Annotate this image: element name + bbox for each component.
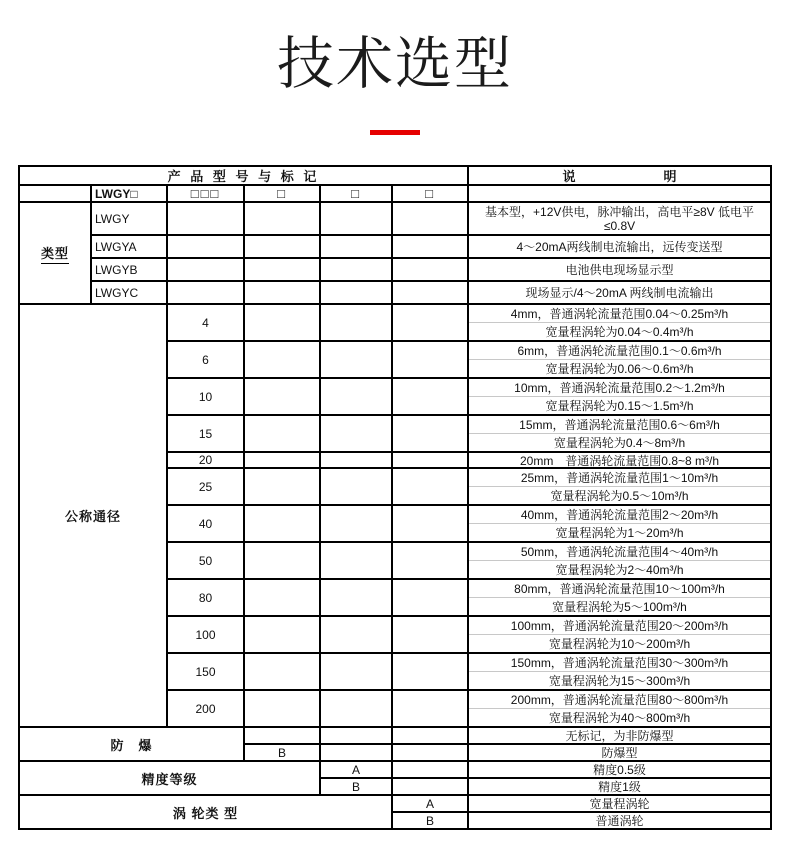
flow-range-wide: 宽量程涡轮为0.5～10m³/h xyxy=(550,489,689,503)
flow-range-normal: 4mm，普通涡轮流量范围0.04～0.25m³/h xyxy=(469,305,770,323)
accuracy-row xyxy=(321,779,770,794)
turbine-placeholder-box: □ xyxy=(393,186,469,201)
empty-cell xyxy=(321,654,393,689)
flow-range-normal: 6mm，普通涡轮流量范围0.1～0.6m³/h xyxy=(469,342,770,360)
empty-cell xyxy=(393,342,469,377)
header-product-model-label: 产 品 型 号 与 标 记 xyxy=(20,167,469,184)
empty-cell xyxy=(393,203,469,234)
empty-cell xyxy=(321,580,393,615)
spec-table xyxy=(18,165,772,830)
empty-cell xyxy=(393,691,469,726)
empty-cell xyxy=(321,691,393,726)
header-shuo: 说 xyxy=(562,169,576,184)
flow-range-wide: 宽量程涡轮为15～300m³/h xyxy=(548,674,691,688)
diameter-description xyxy=(469,691,770,726)
empty-cell xyxy=(20,186,92,201)
flow-range-wide: 宽量程涡轮为1～20m³/h xyxy=(555,526,684,540)
explosion-section xyxy=(20,728,770,762)
type-section xyxy=(20,203,770,305)
diameter-size: 80 xyxy=(168,580,245,615)
diameter-description xyxy=(469,506,770,541)
empty-cell xyxy=(393,506,469,541)
type-label-text: 类型 xyxy=(41,243,69,264)
flow-range-wide: 宽量程涡轮为0.04～0.4m³/h xyxy=(545,325,694,339)
header-description-label xyxy=(469,167,770,184)
empty-cell xyxy=(245,282,321,303)
empty-cell xyxy=(321,416,393,451)
diameter-size: 15 xyxy=(168,416,245,451)
empty-cell xyxy=(321,282,393,303)
flow-range-wide: 宽量程涡轮为40～800m³/h xyxy=(548,711,691,725)
type-description: 基本型，+12V供电，脉冲输出，高电平≥8V 低电平≤0.8V xyxy=(485,204,754,233)
accuracy-row xyxy=(321,762,770,779)
diameter-row xyxy=(168,453,770,469)
empty-cell xyxy=(245,236,321,257)
flow-range-wide: 宽量程涡轮为0.06～0.6m³/h xyxy=(545,362,694,376)
empty-cell xyxy=(393,654,469,689)
diameter-size: 40 xyxy=(168,506,245,541)
explosion-description: 无标记，为非防爆型 xyxy=(565,729,674,743)
model-marking-row xyxy=(20,186,770,203)
empty-cell xyxy=(321,543,393,578)
diameter-size: 150 xyxy=(168,654,245,689)
accuracy-section-label: 精度等级 xyxy=(20,762,321,794)
diameter-description xyxy=(469,469,770,504)
empty-cell xyxy=(393,416,469,451)
diameter-placeholder-boxes: □□□ xyxy=(168,186,245,201)
turbine-description: 宽量程涡轮 xyxy=(589,797,650,811)
empty-cell xyxy=(321,617,393,652)
diameter-section-label: 公称通径 xyxy=(20,305,168,726)
explosion-description: 防爆型 xyxy=(601,746,638,760)
empty-cell xyxy=(321,453,393,467)
diameter-description xyxy=(469,654,770,689)
empty-cell xyxy=(321,506,393,541)
turbine-row xyxy=(393,796,770,813)
accuracy-description: 精度1级 xyxy=(598,780,641,794)
empty-cell xyxy=(321,469,393,504)
empty-cell xyxy=(393,745,469,760)
accuracy-code: B xyxy=(321,779,393,794)
empty-cell xyxy=(321,745,393,760)
empty-cell xyxy=(469,186,770,201)
accuracy-description: 精度0.5级 xyxy=(593,763,646,777)
diameter-description xyxy=(469,416,770,451)
type-row xyxy=(92,259,770,282)
page-title: 技术选型 xyxy=(277,32,513,96)
flow-range-wide: 宽量程涡轮为0.4～8m³/h xyxy=(553,436,686,450)
diameter-size: 25 xyxy=(168,469,245,504)
diameter-section xyxy=(20,305,770,728)
empty-cell xyxy=(393,453,469,467)
empty-cell xyxy=(245,342,321,377)
explosion-code xyxy=(245,728,321,743)
empty-cell xyxy=(393,762,469,777)
empty-cell xyxy=(321,203,393,234)
flow-range-normal: 150mm，普通涡轮流量范围30～300m³/h xyxy=(469,654,770,672)
empty-cell xyxy=(321,259,393,280)
explosion-row xyxy=(245,745,770,760)
model-code: LWGYA xyxy=(92,236,168,257)
empty-cell xyxy=(168,236,245,257)
table-header-row xyxy=(20,167,770,186)
diameter-size: 20 xyxy=(168,453,245,467)
flow-range-normal: 25mm，普通涡轮流量范围1～10m³/h xyxy=(469,469,770,487)
diameter-row xyxy=(168,691,770,726)
empty-cell xyxy=(393,543,469,578)
type-description: 电池供电现场显示型 xyxy=(565,263,674,277)
diameter-size: 50 xyxy=(168,543,245,578)
empty-cell xyxy=(393,779,469,794)
empty-cell xyxy=(168,203,245,234)
model-base-code: LWGY□ xyxy=(92,186,168,201)
turbine-section-body xyxy=(393,796,770,828)
turbine-description: 普通涡轮 xyxy=(595,814,644,828)
flow-range-normal: 40mm，普通涡轮流量范围2～20m³/h xyxy=(469,506,770,524)
empty-cell xyxy=(168,282,245,303)
explosion-row xyxy=(245,728,770,745)
explosion-placeholder-box: □ xyxy=(245,186,321,201)
accuracy-section xyxy=(20,762,770,796)
empty-cell xyxy=(393,305,469,340)
accuracy-placeholder-box: □ xyxy=(321,186,393,201)
explosion-code: B xyxy=(245,745,321,760)
diameter-size: 4 xyxy=(168,305,245,340)
empty-cell xyxy=(245,617,321,652)
diameter-section-body xyxy=(168,305,770,726)
accuracy-code: A xyxy=(321,762,393,777)
empty-cell xyxy=(393,617,469,652)
empty-cell xyxy=(321,342,393,377)
diameter-size: 200 xyxy=(168,691,245,726)
type-description: 现场显示/4～20mA 两线制电流输出 xyxy=(525,286,714,300)
flow-range-wide: 宽量程涡轮为10～200m³/h xyxy=(548,637,691,651)
type-row xyxy=(92,203,770,236)
title-accent-bar xyxy=(370,130,420,135)
turbine-section-label: 涡 轮类 型 xyxy=(20,796,393,828)
empty-cell xyxy=(245,543,321,578)
diameter-row xyxy=(168,416,770,453)
turbine-code: B xyxy=(393,813,469,828)
flow-range-wide: 宽量程涡轮为0.15～1.5m³/h xyxy=(545,399,694,413)
empty-cell xyxy=(245,379,321,414)
type-section-body xyxy=(92,203,770,303)
diameter-description xyxy=(469,342,770,377)
empty-cell xyxy=(245,259,321,280)
empty-cell xyxy=(245,654,321,689)
diameter-description xyxy=(469,379,770,414)
empty-cell xyxy=(393,728,469,743)
turbine-section xyxy=(20,796,770,828)
empty-cell xyxy=(393,282,469,303)
accuracy-section-body xyxy=(321,762,770,794)
explosion-section-body xyxy=(245,728,770,760)
header-ming: 明 xyxy=(663,169,677,184)
empty-cell xyxy=(393,259,469,280)
model-code: LWGYC xyxy=(92,282,168,303)
empty-cell xyxy=(393,469,469,504)
diameter-size: 6 xyxy=(168,342,245,377)
empty-cell xyxy=(245,506,321,541)
empty-cell xyxy=(321,379,393,414)
type-row xyxy=(92,282,770,303)
empty-cell xyxy=(321,728,393,743)
empty-cell xyxy=(245,469,321,504)
flow-range-normal: 80mm，普通涡轮流量范围10～100m³/h xyxy=(469,580,770,598)
turbine-code: A xyxy=(393,796,469,811)
diameter-row xyxy=(168,654,770,691)
diameter-row xyxy=(168,342,770,379)
type-section-label xyxy=(20,203,92,303)
model-code: LWGYB xyxy=(92,259,168,280)
empty-cell xyxy=(321,236,393,257)
type-description: 4～20mA两线制电流输出，远传变送型 xyxy=(516,240,723,254)
flow-range-wide: 宽量程涡轮为5～100m³/h xyxy=(552,600,687,614)
empty-cell xyxy=(245,453,321,467)
diameter-row xyxy=(168,469,770,506)
diameter-size: 100 xyxy=(168,617,245,652)
flow-range-normal: 15mm，普通涡轮流量范围0.6～6m³/h xyxy=(469,416,770,434)
diameter-row xyxy=(168,543,770,580)
diameter-size: 10 xyxy=(168,379,245,414)
diameter-description xyxy=(469,617,770,652)
diameter-row xyxy=(168,305,770,342)
empty-cell xyxy=(393,379,469,414)
empty-cell xyxy=(245,203,321,234)
empty-cell xyxy=(245,305,321,340)
diameter-description xyxy=(469,580,770,615)
empty-cell xyxy=(245,580,321,615)
diameter-row xyxy=(168,506,770,543)
diameter-description xyxy=(469,305,770,340)
empty-cell xyxy=(393,236,469,257)
flow-range-normal: 100mm，普通涡轮流量范围20～200m³/h xyxy=(469,617,770,635)
explosion-section-label: 防 爆 xyxy=(20,728,245,760)
diameter-row xyxy=(168,379,770,416)
diameter-row xyxy=(168,580,770,617)
empty-cell xyxy=(168,259,245,280)
model-code: LWGY xyxy=(92,203,168,234)
empty-cell xyxy=(321,305,393,340)
diameter-description xyxy=(469,543,770,578)
flow-range-normal: 200mm，普通涡轮流量范围80～800m³/h xyxy=(469,691,770,709)
flow-range-normal: 50mm，普通涡轮流量范围4～40m³/h xyxy=(469,543,770,561)
empty-cell xyxy=(245,691,321,726)
empty-cell xyxy=(393,580,469,615)
turbine-row xyxy=(393,813,770,828)
type-row xyxy=(92,236,770,259)
flow-range-wide: 宽量程涡轮为2～40m³/h xyxy=(555,563,684,577)
empty-cell xyxy=(245,416,321,451)
diameter-description: 20mm 普通涡轮流量范围0.8~8 m³/h xyxy=(519,453,720,468)
diameter-row xyxy=(168,617,770,654)
flow-range-normal: 10mm，普通涡轮流量范围0.2～1.2m³/h xyxy=(469,379,770,397)
